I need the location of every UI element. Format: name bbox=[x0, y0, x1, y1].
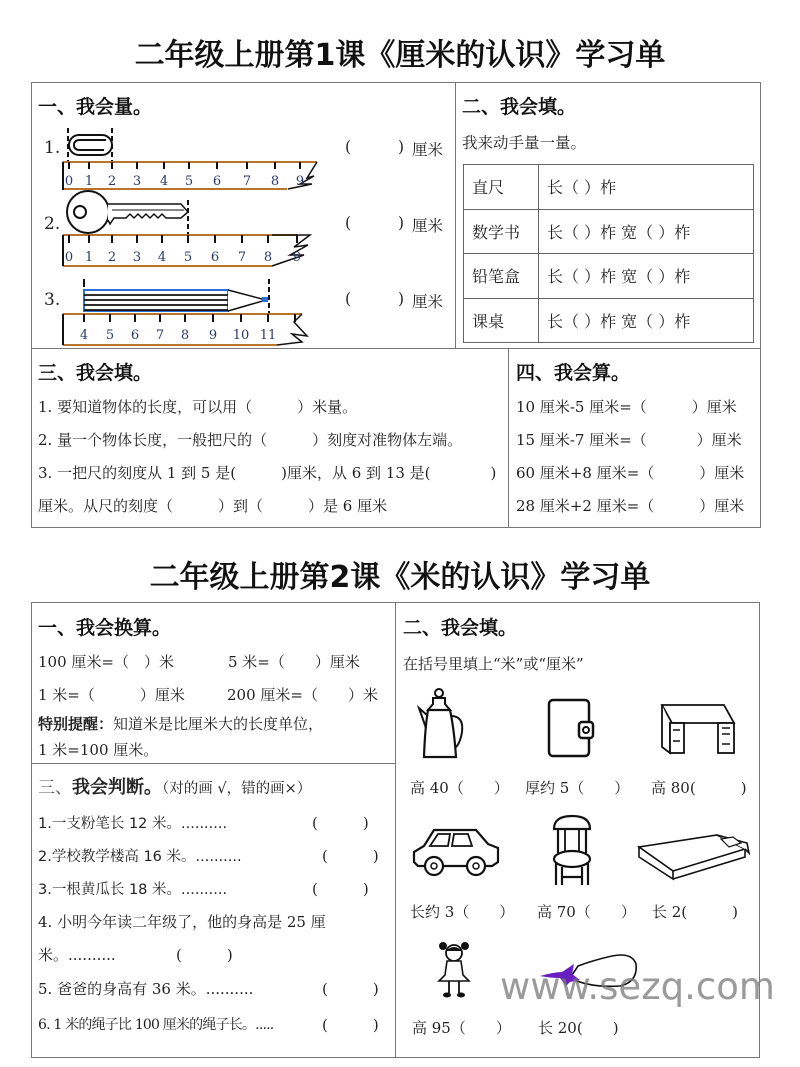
svg-text:9: 9 bbox=[208, 328, 218, 343]
calc-line: 10 厘米-5 厘米=（ ）厘米 bbox=[516, 398, 737, 416]
svg-text:5: 5 bbox=[184, 174, 194, 189]
unit-fill-label[interactable]: 长 20( ) bbox=[538, 1019, 619, 1037]
table-row bbox=[464, 209, 754, 254]
section-heading-fill: 二、我会填。 bbox=[462, 96, 577, 118]
unit-fill-label[interactable]: 长 2( ) bbox=[652, 903, 739, 921]
reminder-text: 知道米是比厘米大的长度单位， bbox=[113, 715, 324, 733]
section-heading-convert: 一、我会换算。 bbox=[38, 617, 172, 639]
question-line: 3. 一把尺的刻度从 1 到 5 是( )厘米，从 6 到 13 是( ) bbox=[38, 464, 497, 482]
table-row bbox=[464, 254, 754, 299]
calc-line: 60 厘米+8 厘米=（ ）厘米 bbox=[516, 464, 745, 482]
table-row bbox=[464, 165, 754, 210]
item-cell: 直尺 bbox=[464, 165, 539, 210]
ruler-1 bbox=[62, 160, 322, 192]
ruler-3 bbox=[62, 312, 312, 347]
svg-text:4: 4 bbox=[79, 328, 89, 343]
svg-text:4: 4 bbox=[157, 250, 167, 265]
unit-label: 厘米 bbox=[412, 293, 444, 311]
svg-text:9: 9 bbox=[292, 250, 302, 265]
judge-item: 3.一根黄瓜长 18 米。.......... bbox=[38, 882, 228, 898]
measure-cell[interactable]: 长（ ）柞 宽（ ）柞 bbox=[539, 254, 754, 299]
svg-text:5: 5 bbox=[105, 328, 115, 343]
watermark: www.sezq.com bbox=[500, 965, 775, 1008]
svg-text:6: 6 bbox=[212, 174, 222, 189]
divider bbox=[31, 763, 395, 764]
answer-paren-open: ( bbox=[345, 214, 352, 232]
measure-cell[interactable]: 长（ ）柞 bbox=[539, 165, 754, 210]
convert-line: 1 米=（ ）厘米 bbox=[38, 686, 185, 704]
judge-answer[interactable]: ( ) bbox=[322, 1016, 379, 1034]
judge-answer[interactable]: ( ) bbox=[322, 980, 379, 998]
judge-item: 2.学校教学楼高 16 米。.......... bbox=[38, 849, 242, 865]
svg-text:0: 0 bbox=[64, 250, 74, 265]
unit-label: 厘米 bbox=[412, 141, 444, 159]
unit-fill-label[interactable]: 高 40（ ） bbox=[410, 779, 509, 797]
stool-icon bbox=[552, 815, 594, 887]
item-number: 2. bbox=[44, 214, 61, 234]
svg-text:5: 5 bbox=[183, 250, 193, 265]
girl-icon bbox=[437, 941, 471, 1001]
answer-paren-close: ) bbox=[398, 138, 405, 156]
section-heading-judge bbox=[38, 773, 311, 799]
desk-icon bbox=[660, 703, 740, 755]
judge-item: 6. 1 米的绳子比 100 厘米的绳子长。..... bbox=[38, 1017, 274, 1033]
unit-fill-label[interactable]: 高 80( ) bbox=[651, 779, 747, 797]
answer-paren-open: ( bbox=[345, 138, 352, 156]
heading-text: 我会判断。 bbox=[72, 777, 162, 798]
car-icon bbox=[410, 826, 500, 878]
section-heading-fill-units: 二、我会填。 bbox=[403, 617, 518, 639]
reminder-label: 特别提醒： bbox=[38, 715, 114, 733]
unit-label: 厘米 bbox=[412, 217, 444, 235]
section-intro: 在括号里填上“米”或“厘米” bbox=[403, 655, 584, 673]
judge-item: 1.一支粉笔长 12 米。.......... bbox=[38, 816, 228, 832]
table-row bbox=[464, 298, 754, 343]
svg-text:2: 2 bbox=[107, 250, 117, 265]
answer-paren-open: ( bbox=[345, 290, 352, 308]
convert-line: 5 米=（ ）厘米 bbox=[228, 653, 360, 671]
svg-text:11: 11 bbox=[259, 328, 277, 343]
key-icon bbox=[66, 190, 196, 235]
svg-text:3: 3 bbox=[132, 250, 142, 265]
divider bbox=[395, 602, 396, 1058]
section-heading-measure: 一、我会量。 bbox=[38, 96, 153, 118]
bed-icon bbox=[637, 833, 753, 879]
measure-cell[interactable]: 长（ ）柞 宽（ ）柞 bbox=[539, 298, 754, 343]
divider bbox=[455, 82, 456, 348]
heading-note: （对的画 √，错的画×） bbox=[162, 781, 312, 797]
item-cell: 课桌 bbox=[464, 298, 539, 343]
convert-line: 100 厘米=（ ）米 bbox=[38, 653, 174, 671]
svg-text:8: 8 bbox=[270, 174, 280, 189]
unit-fill-label[interactable]: 高 70（ ） bbox=[537, 903, 636, 921]
divider bbox=[508, 348, 509, 528]
section-heading-calc: 四、我会算。 bbox=[516, 362, 631, 384]
item-number: 1. bbox=[44, 138, 61, 158]
section-heading-fill-2: 三、我会填。 bbox=[38, 362, 153, 384]
reminder bbox=[38, 713, 323, 734]
svg-text:4: 4 bbox=[159, 174, 169, 189]
svg-text:8: 8 bbox=[263, 250, 273, 265]
item-number: 3. bbox=[44, 290, 61, 310]
kettle-icon bbox=[418, 688, 468, 760]
judge-item: 米。.......... bbox=[38, 946, 116, 964]
unit-fill-label[interactable]: 厚约 5（ ） bbox=[525, 779, 630, 797]
judge-answer[interactable]: ( ) bbox=[312, 814, 369, 832]
divider bbox=[31, 348, 761, 349]
svg-text:1: 1 bbox=[84, 174, 94, 189]
svg-text:2: 2 bbox=[107, 174, 117, 189]
unit-fill-label[interactable]: 长约 3（ ） bbox=[410, 903, 515, 921]
svg-text:0: 0 bbox=[64, 174, 74, 189]
ruler-2 bbox=[62, 233, 312, 268]
judge-item: 4. 小明今年读二年级了，他的身高是 25 厘 bbox=[38, 913, 326, 931]
calc-line: 15 厘米-7 厘米=（ ）厘米 bbox=[516, 431, 742, 449]
judge-answer[interactable]: ( ) bbox=[176, 946, 233, 964]
section-intro: 我来动手量一量。 bbox=[462, 134, 587, 152]
svg-text:1: 1 bbox=[84, 250, 94, 265]
svg-text:7: 7 bbox=[155, 328, 165, 343]
svg-text:9: 9 bbox=[295, 174, 305, 189]
question-line: 厘米。从尺的刻度（ ）到（ ）是 6 厘米 bbox=[38, 497, 388, 515]
measure-cell[interactable]: 长（ ）柞 宽（ ）柞 bbox=[539, 209, 754, 254]
svg-text:10: 10 bbox=[232, 328, 250, 343]
judge-answer[interactable]: ( ) bbox=[322, 847, 379, 865]
heading-prefix: 三、 bbox=[38, 778, 72, 798]
judge-item: 5. 爸爸的身高有 36 米。.......... bbox=[38, 980, 254, 998]
pencil-icon bbox=[83, 279, 278, 314]
item-cell: 铅笔盒 bbox=[464, 254, 539, 299]
calc-line: 28 厘米+2 厘米=（ ）厘米 bbox=[516, 497, 745, 515]
answer-paren-close: ) bbox=[398, 214, 405, 232]
unit-fill-label[interactable]: 高 95（ ） bbox=[412, 1019, 511, 1037]
judge-answer[interactable]: ( ) bbox=[312, 880, 369, 898]
measure-table bbox=[463, 164, 754, 343]
svg-text:7: 7 bbox=[242, 174, 252, 189]
svg-text:6: 6 bbox=[130, 328, 140, 343]
reminder-text-2: 1 米=100 厘米。 bbox=[38, 741, 159, 759]
question-line: 1. 要知道物体的长度，可以用（ ）米量。 bbox=[38, 398, 358, 416]
convert-line: 200 厘米=（ ）米 bbox=[227, 686, 378, 704]
svg-text:8: 8 bbox=[180, 328, 190, 343]
book-icon bbox=[547, 698, 597, 760]
item-cell: 数学书 bbox=[464, 209, 539, 254]
svg-text:6: 6 bbox=[210, 250, 220, 265]
paperclip-icon bbox=[66, 128, 116, 163]
svg-text:3: 3 bbox=[132, 174, 142, 189]
question-line: 2. 量一个物体长度，一般把尺的（ ）刻度对准物体左端。 bbox=[38, 431, 463, 449]
lesson1-title: 二年级上册第1课《厘米的认识》学习单 bbox=[134, 38, 666, 73]
lesson2-title: 二年级上册第2课《米的认识》学习单 bbox=[149, 560, 651, 595]
svg-text:7: 7 bbox=[237, 250, 247, 265]
answer-paren-close: ) bbox=[398, 290, 405, 308]
